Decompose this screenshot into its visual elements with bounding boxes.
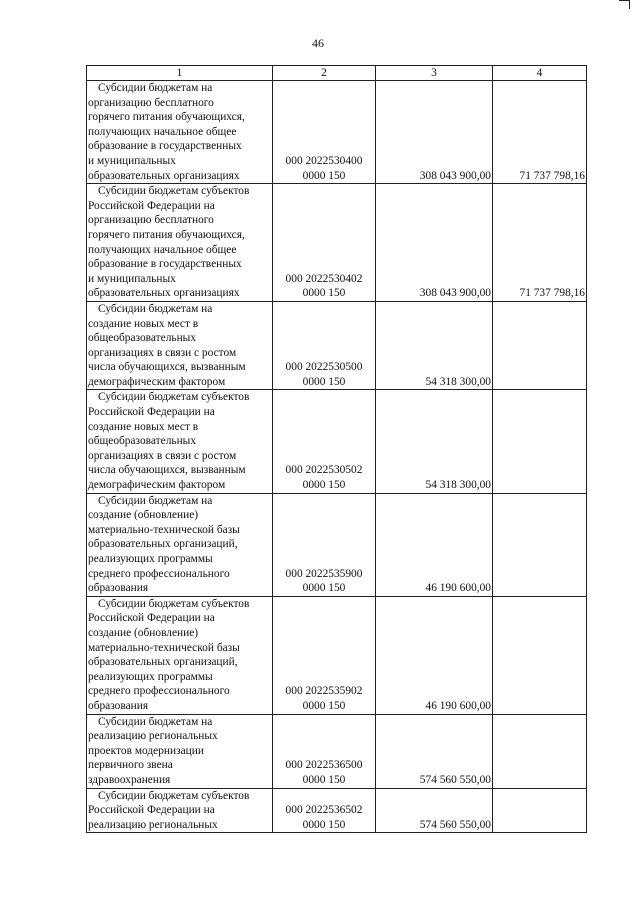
column-header-1: 1 <box>87 66 273 81</box>
subsidy-name-line: организациях в связи с ростом <box>88 449 237 462</box>
table-body <box>87 81 587 833</box>
subsidy-name-line: горячего питания обучающихся, <box>88 228 245 241</box>
budget-code-line: 000 2022536502 <box>285 804 363 817</box>
subsidy-name-line: образования <box>88 699 149 712</box>
table-row <box>87 184 587 302</box>
subsidy-name-line: материально-технической базы <box>88 523 240 536</box>
corner-crop-mark <box>619 0 630 9</box>
subsidy-name-line: числа обучающихся, вызванным <box>88 361 246 374</box>
column-header-4: 4 <box>493 66 587 81</box>
subsidy-name-line: и муниципальных <box>88 154 176 167</box>
subsidy-name-line: образование в государственных <box>88 258 242 271</box>
subsidy-name-line: организациях в связи с ростом <box>88 346 237 359</box>
subsidy-name-line: первичного звена <box>88 759 173 772</box>
subsidy-name-line: Российской Федерации на <box>88 612 215 625</box>
subsidy-name-line: создание новых мест в <box>88 317 199 330</box>
subsidy-name-cell <box>87 714 273 788</box>
budget-code-line: 0000 150 <box>302 773 346 786</box>
subsidy-name-line: Субсидии бюджетам субъектов <box>98 597 250 610</box>
subsidy-name-line: Российской Федерации на <box>88 199 215 212</box>
table-row <box>87 714 587 788</box>
budget-code-line: 000 2022536500 <box>285 759 363 772</box>
subsidy-name-line: горячего питания обучающихся, <box>88 111 245 124</box>
subsidy-name-line: организацию бесплатного <box>88 214 214 227</box>
amount-col3-cell: 574 560 550,00 <box>376 788 493 833</box>
subsidy-name-line: реализующих программы <box>88 670 213 683</box>
subsidy-name-line: и муниципальных <box>88 272 176 285</box>
subsidy-name-line: реализацию региональных <box>88 818 218 831</box>
column-header-3: 3 <box>376 66 493 81</box>
budget-code-cell <box>273 493 376 596</box>
amount-col3-cell: 54 318 300,00 <box>376 390 493 493</box>
subsidy-name-line: среднего профессионального <box>88 685 230 698</box>
amount-col4-cell <box>493 788 587 833</box>
column-header-2: 2 <box>273 66 376 81</box>
subsidy-name-line: демографическим фактором <box>88 479 226 492</box>
budget-code-cell <box>273 714 376 788</box>
subsidy-name-line: числа обучающихся, вызванным <box>88 464 246 477</box>
subsidy-name-line: образования <box>88 582 149 595</box>
subsidy-name-line: общеобразовательных <box>88 435 197 448</box>
budget-code-line: 0000 150 <box>302 818 346 831</box>
subsidy-name-line: Субсидии бюджетам субъектов <box>98 185 250 198</box>
subsidy-name-line: образовательных организациях <box>88 287 240 300</box>
subsidy-name-line: реализацию региональных <box>88 730 218 743</box>
subsidy-name-line: образовательных организациях <box>88 169 240 182</box>
subsidy-name-line: Российской Федерации на <box>88 804 215 817</box>
budget-code-cell <box>273 390 376 493</box>
amount-col4-cell: 71 737 798,16 <box>493 184 587 302</box>
subsidy-name-line: материально-технической базы <box>88 641 240 654</box>
subsidy-name-line: проектов модернизации <box>88 744 204 757</box>
budget-code-cell <box>273 788 376 833</box>
subsidy-name-line: Субсидии бюджетам на <box>98 82 213 94</box>
subsidy-name-line: Субсидии бюджетам субъектов <box>98 391 250 404</box>
amount-col3-cell: 574 560 550,00 <box>376 714 493 788</box>
amount-col3-cell: 54 318 300,00 <box>376 301 493 390</box>
budget-table <box>86 65 587 833</box>
amount-col3-cell: 308 043 900,00 <box>376 184 493 302</box>
subsidy-name-line: получающих начальное общее <box>88 125 237 138</box>
subsidy-name-line: организацию бесплатного <box>88 96 214 109</box>
amount-col4-cell: 71 737 798,16 <box>493 81 587 184</box>
amount-col4-cell <box>493 301 587 390</box>
budget-code-cell <box>273 81 376 184</box>
subsidy-name-line: Субсидии бюджетам на <box>98 302 213 315</box>
subsidy-name-cell <box>87 301 273 390</box>
subsidy-name-line: Субсидии бюджетам на <box>98 715 213 728</box>
subsidy-name-line: образовательных организаций, <box>88 656 238 669</box>
budget-code-cell <box>273 301 376 390</box>
subsidy-name-cell <box>87 493 273 596</box>
table-row <box>87 301 587 390</box>
subsidy-name-cell <box>87 596 273 714</box>
budget-code-cell <box>273 184 376 302</box>
budget-code-line: 0000 150 <box>302 375 346 388</box>
amount-col4-cell <box>493 390 587 493</box>
budget-code-line: 000 2022535902 <box>285 685 363 698</box>
subsidy-name-line: образовательных организаций, <box>88 538 238 551</box>
budget-code-line: 000 2022535900 <box>285 567 363 580</box>
budget-code-line: 000 2022530402 <box>285 272 363 285</box>
subsidy-name-line: Российской Федерации на <box>88 406 215 419</box>
subsidy-name-line: Субсидии бюджетам на <box>98 494 213 507</box>
subsidy-name-line: образование в государственных <box>88 140 242 153</box>
subsidy-name-line: создание (обновление) <box>88 509 199 522</box>
amount-col4-cell <box>493 493 587 596</box>
subsidy-name-line: общеобразовательных <box>88 332 197 345</box>
amount-col3-cell: 46 190 600,00 <box>376 596 493 714</box>
subsidy-name-line: здравоохранения <box>88 773 171 786</box>
amount-col3-cell: 308 043 900,00 <box>376 81 493 184</box>
table-row <box>87 390 587 493</box>
amount-col4-cell <box>493 714 587 788</box>
subsidy-name-cell <box>87 788 273 833</box>
subsidy-name-cell <box>87 81 273 184</box>
budget-code-line: 0000 150 <box>302 479 346 492</box>
table-row <box>87 788 587 833</box>
subsidy-name-line: реализующих программы <box>88 553 213 565</box>
table-row <box>87 596 587 714</box>
subsidy-name-line: Субсидии бюджетам субъектов <box>98 789 250 802</box>
page-number: 46 <box>312 36 324 50</box>
table-header-row <box>87 66 587 81</box>
subsidy-name-cell <box>87 390 273 493</box>
subsidy-name-line: получающих начальное общее <box>88 243 237 256</box>
budget-code-line: 0000 150 <box>302 287 346 300</box>
subsidy-name-line: демографическим фактором <box>88 375 226 388</box>
budget-code-line: 000 2022530502 <box>285 464 363 477</box>
amount-col4-cell <box>493 596 587 714</box>
budget-code-line: 000 2022530400 <box>285 154 363 167</box>
subsidy-name-line: создание новых мест в <box>88 420 199 433</box>
table-row <box>87 81 587 184</box>
table-row <box>87 493 587 596</box>
subsidy-name-line: создание (обновление) <box>88 626 199 639</box>
budget-code-line: 000 2022530500 <box>285 361 363 374</box>
subsidy-name-line: среднего профессионального <box>88 567 230 580</box>
amount-col3-cell: 46 190 600,00 <box>376 493 493 596</box>
subsidy-name-cell <box>87 184 273 302</box>
budget-code-cell <box>273 596 376 714</box>
budget-code-line: 0000 150 <box>302 169 346 182</box>
budget-code-line: 0000 150 <box>302 699 346 712</box>
budget-code-line: 0000 150 <box>302 582 346 595</box>
